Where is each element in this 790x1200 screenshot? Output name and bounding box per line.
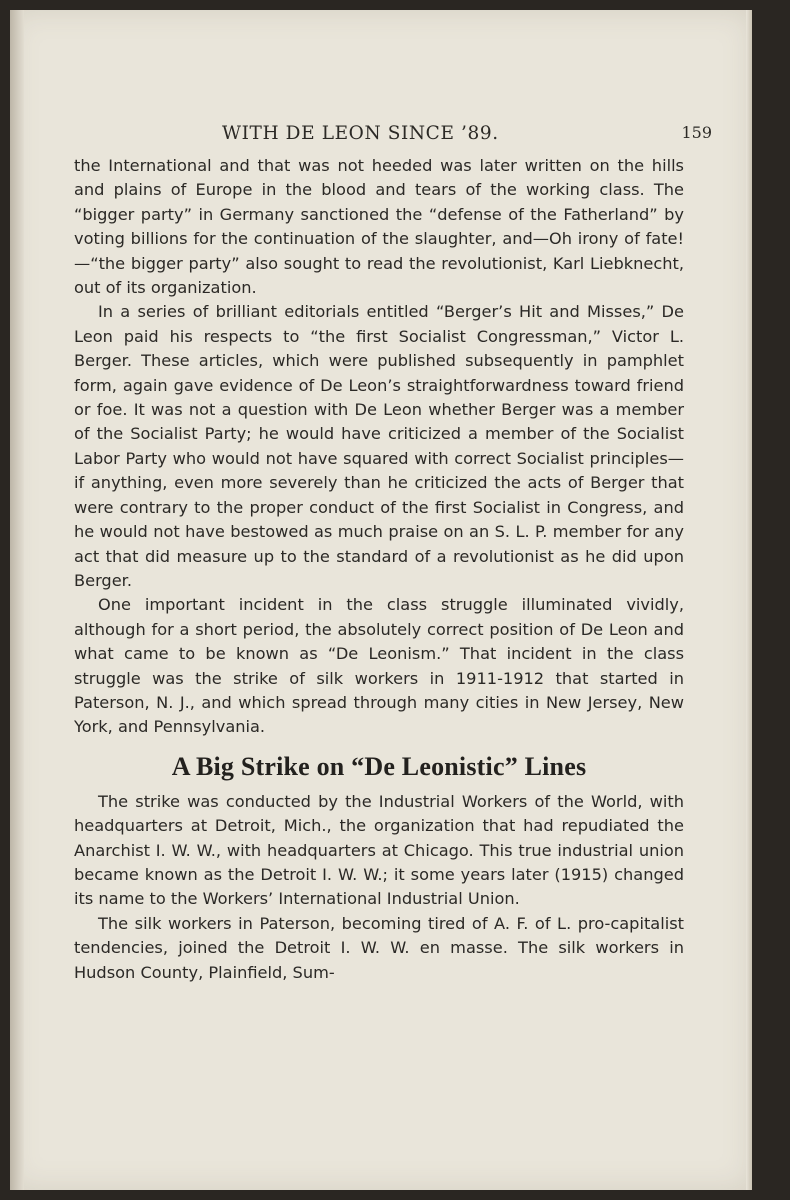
paragraph: One important incident in the class struggle illuminated vividly, although for a short period, the absolutely correct position of De Leon and what came to be known as “De Leonism.” That incident in the class struggle was the strike of silk workers in 1911-1912 that started in Paterson, N. J., and which spread through many cities in New Jersey, New York, and Pennsylvania. <box>74 595 684 737</box>
paragraph: The silk workers in Paterson, becoming tired of A. F. of L. pro-capitalist tendencies, joined the Detroit I. W. W. en masse. The silk workers in Hudson County, Plainfield, Sum- <box>74 913 684 982</box>
page-gutter <box>10 10 24 1190</box>
page-header <box>210 123 716 147</box>
running-title: WITH DE LEON SINCE ’89. <box>222 123 499 144</box>
book-page <box>10 10 752 1190</box>
paragraph: The strike was conducted by the Industrial Workers of the World, with headquarters at Detroit, Mich., the organization that had repudiated the Anarchist I. W. W., with headquarters at Chicago. This true industrial union became known as the Detroit I. W. W.; it some years later (1915) changed its name to the Workers’ International Industrial Union. <box>74 791 684 909</box>
page-edge <box>746 10 752 1190</box>
page-number: 159 <box>681 123 712 142</box>
section-heading: A Big Strike on “De Leonistic” Lines <box>171 751 587 781</box>
paragraph: In a series of brilliant editorials entitled “Berger’s Hit and Misses,” De Leon paid his respects to “the first Socialist Congressman,” Victor L. Berger. These articles, which were published subsequently in pamphlet form, again gave evidence of De Leon’s straightforwardness toward friend or foe. It was not a question with De Leon whether Berger was a member of the Socialist Party; he would have criticized a member of the Socialist Labor Party who would not have squared with correct Socialist principles—if anything, even more severely than he criticized the acts of Berger that were contrary to the proper conduct of the first Socialist in Congress, and he would not have bestowed as much praise on an S. L. P. member for any act that did measure up to the standard of a revolutionist as he did upon Berger. <box>74 302 684 590</box>
page-body <box>74 154 684 985</box>
paragraph: the International and that was not heeded was later written on the hills and plains of Europe in the blood and tears of the working class. The “bigger party” in Germany sanctioned the “defense of the Fatherland” by voting billions for the continuation of the slaughter, and—Oh irony of fate!—“the bigger party” also sought to read the revolutionist, Karl Liebknecht, out of its organization. <box>74 156 684 298</box>
